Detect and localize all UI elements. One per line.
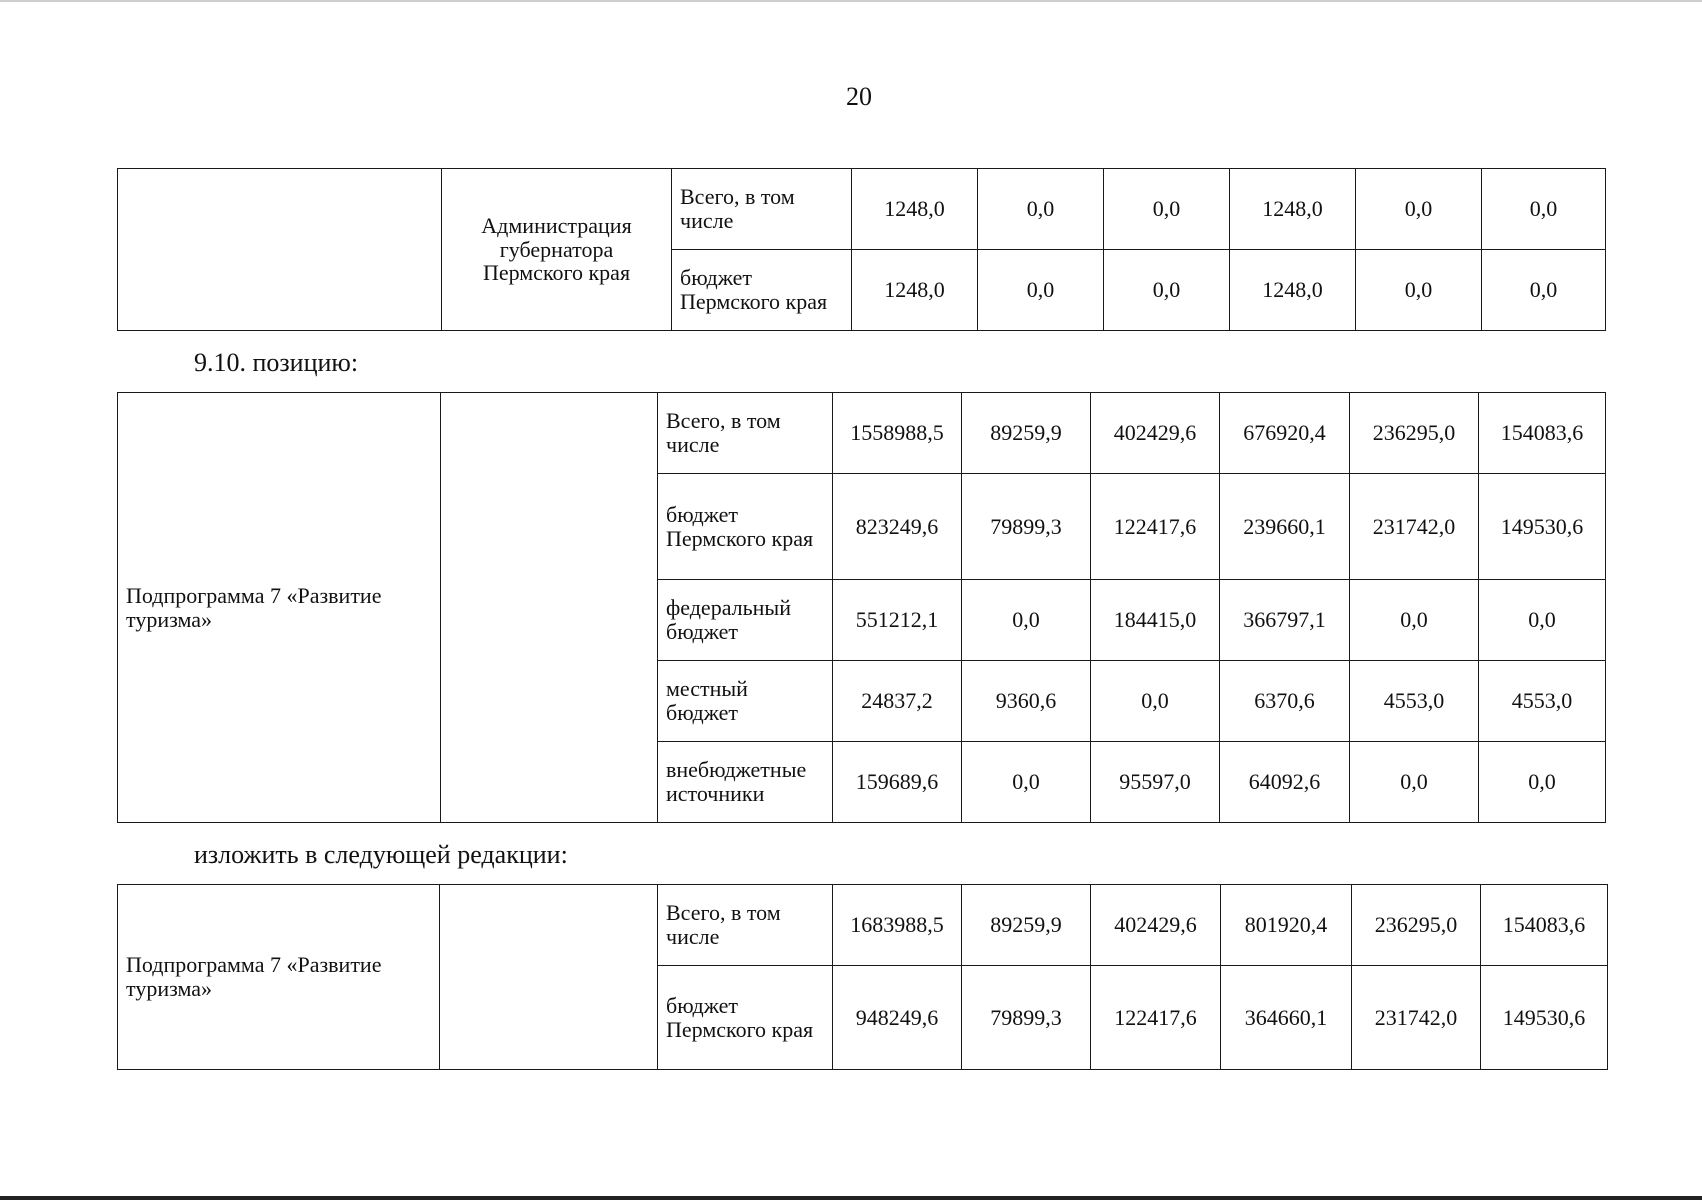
value-cell: 4553,0 (1479, 661, 1606, 742)
table-row (118, 169, 1606, 250)
funding-source-cell: бюджет Пермского края (658, 966, 833, 1070)
value-cell: 1558988,5 (833, 393, 962, 474)
funding-source-cell: внебюджетные источники (658, 742, 833, 823)
value-cell: 122417,6 (1091, 966, 1221, 1070)
value-cell: 402429,6 (1091, 885, 1221, 966)
value-cell: 184415,0 (1091, 580, 1220, 661)
value-cell: 0,0 (1482, 250, 1606, 331)
budget-table-new-edition (117, 884, 1608, 1070)
value-cell: 231742,0 (1350, 474, 1479, 580)
value-cell: 79899,3 (962, 966, 1091, 1070)
page-bottom-edge (0, 1196, 1702, 1200)
funding-source-cell: Всего, в том числе (672, 169, 852, 250)
value-cell: 0,0 (1482, 169, 1606, 250)
value-cell: 551212,1 (833, 580, 962, 661)
program-name-cell (118, 169, 442, 331)
value-cell: 0,0 (978, 250, 1104, 331)
value-cell: 154083,6 (1481, 885, 1608, 966)
value-cell: 0,0 (1104, 169, 1230, 250)
value-cell: 1248,0 (1230, 169, 1356, 250)
program-name-cell: Подпрограмма 7 «Развитие туризма» (118, 885, 440, 1070)
section-caption-position: 9.10. позицию: (194, 348, 359, 377)
value-cell: 89259,9 (962, 885, 1091, 966)
value-cell: 79899,3 (962, 474, 1091, 580)
executor-cell (441, 393, 658, 823)
value-cell: 4553,0 (1350, 661, 1479, 742)
table-row (118, 393, 1606, 474)
value-cell: 0,0 (962, 580, 1091, 661)
value-cell: 823249,6 (833, 474, 962, 580)
value-cell: 231742,0 (1352, 966, 1481, 1070)
funding-source-cell: местный бюджет (658, 661, 833, 742)
value-cell: 1683988,5 (833, 885, 962, 966)
funding-source-cell: бюджет Пермского края (672, 250, 852, 331)
value-cell: 149530,6 (1479, 474, 1606, 580)
value-cell: 366797,1 (1220, 580, 1350, 661)
page-top-edge (0, 0, 1702, 2)
funding-source-cell: федеральный бюджет (658, 580, 833, 661)
budget-table-original (117, 392, 1606, 823)
value-cell: 676920,4 (1220, 393, 1350, 474)
value-cell: 122417,6 (1091, 474, 1220, 580)
value-cell: 1248,0 (1230, 250, 1356, 331)
value-cell: 0,0 (1479, 580, 1606, 661)
value-cell: 0,0 (962, 742, 1091, 823)
funding-source-cell: бюджет Пермского края (658, 474, 833, 580)
value-cell: 6370,6 (1220, 661, 1350, 742)
value-cell: 0,0 (1350, 580, 1479, 661)
table-row (118, 885, 1608, 966)
value-cell: 0,0 (1350, 742, 1479, 823)
value-cell: 0,0 (1104, 250, 1230, 331)
value-cell: 9360,6 (962, 661, 1091, 742)
value-cell: 239660,1 (1220, 474, 1350, 580)
program-name-cell: Подпрограмма 7 «Развитие туризма» (118, 393, 441, 823)
value-cell: 236295,0 (1350, 393, 1479, 474)
value-cell: 95597,0 (1091, 742, 1220, 823)
executor-cell (440, 885, 658, 1070)
budget-table-executor (117, 168, 1606, 331)
value-cell: 364660,1 (1221, 966, 1352, 1070)
section-caption-new-edition: изложить в следующей редакции: (194, 840, 568, 869)
value-cell: 0,0 (1479, 742, 1606, 823)
value-cell: 0,0 (1356, 169, 1482, 250)
value-cell: 1248,0 (852, 250, 978, 331)
value-cell: 154083,6 (1479, 393, 1606, 474)
value-cell: 64092,6 (1220, 742, 1350, 823)
value-cell: 801920,4 (1221, 885, 1352, 966)
value-cell: 0,0 (1356, 250, 1482, 331)
funding-source-cell: Всего, в том числе (658, 885, 833, 966)
value-cell: 402429,6 (1091, 393, 1220, 474)
value-cell: 236295,0 (1352, 885, 1481, 966)
executor-cell: Администрация губернатора Пермского края (442, 169, 672, 331)
value-cell: 89259,9 (962, 393, 1091, 474)
value-cell: 1248,0 (852, 169, 978, 250)
page-number: 20 (846, 82, 872, 111)
value-cell: 0,0 (978, 169, 1104, 250)
value-cell: 149530,6 (1481, 966, 1608, 1070)
funding-source-cell: Всего, в том числе (658, 393, 833, 474)
value-cell: 0,0 (1091, 661, 1220, 742)
value-cell: 159689,6 (833, 742, 962, 823)
value-cell: 24837,2 (833, 661, 962, 742)
value-cell: 948249,6 (833, 966, 962, 1070)
